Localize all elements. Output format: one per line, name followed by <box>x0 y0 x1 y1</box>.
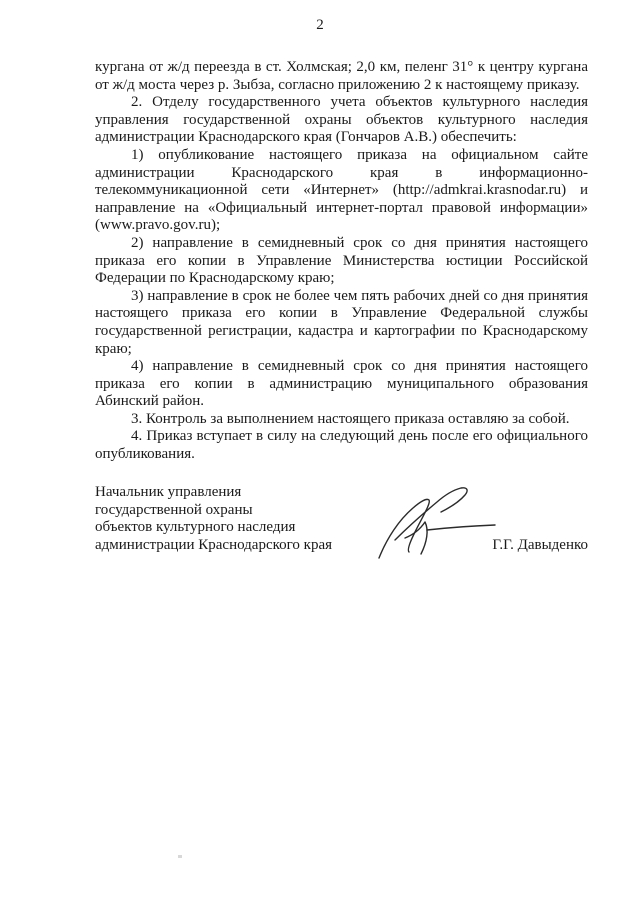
scan-speck <box>178 855 182 858</box>
paragraph-subitem-3: 3) направление в срок не более чем пять рабочих дней со дня принятия настоящего приказа его копии в Управление Федеральной службы государственной регистрации, кадастра и картографии по Краснодарскому краю; <box>95 287 588 357</box>
paragraph-item-3: 3. Контроль за выполнением настоящего приказа оставляю за собой. <box>131 410 570 427</box>
signatory-title-line: объектов культурного наследия <box>95 519 296 536</box>
signatory-title-line: государственной охраны <box>95 501 253 518</box>
paragraph-item-2: 2. Отделу государственного учета объектов культурного наследия управления государственной охраны объектов культурного наследия администрации Краснодарского края (Гончаров А.В.) обеспечить: <box>95 94 588 146</box>
signatory-title-line: администрации Краснодарского края <box>95 536 333 553</box>
signatory-title-line: Начальник управления <box>95 484 242 500</box>
paragraph-continuation: кургана от ж/д переезда в ст. Холмская; 2,0 км, пеленг 31° к центру кургана от ж/д моста через р. Зыбза, согласно приложению 2 к настоящему приказу. <box>95 59 588 93</box>
paragraph-subitem-2: 2) направление в семидневный срок со дня принятия настоящего приказа его копии в Управление Министерства юстиции Российской Федерации по Краснодарскому краю; <box>95 234 588 287</box>
document-body <box>95 59 588 464</box>
signature-block <box>95 484 588 564</box>
page-number: 2 <box>316 17 324 33</box>
paragraph-subitem-1: 1) опубликование настоящего приказа на официальном сайте администрации Краснодарского края в информационно-телекоммуникационной сети «Интернет» (http://admkrai.krasnodar.ru) и направление на «Официальный интернет-портал правовой информации» (www.pravo.gov.ru); <box>95 146 588 234</box>
paragraph-item-4: 4. Приказ вступает в силу на следующий день после его официального опубликования. <box>95 428 588 463</box>
paragraph-subitem-4: 4) направление в семидневный срок со дня принятия настоящего приказа его копии в администрацию муниципального образования Абинский район. <box>95 358 588 410</box>
signatory-name: Г.Г. Давыденко <box>492 536 588 553</box>
handwritten-signature <box>365 478 505 562</box>
